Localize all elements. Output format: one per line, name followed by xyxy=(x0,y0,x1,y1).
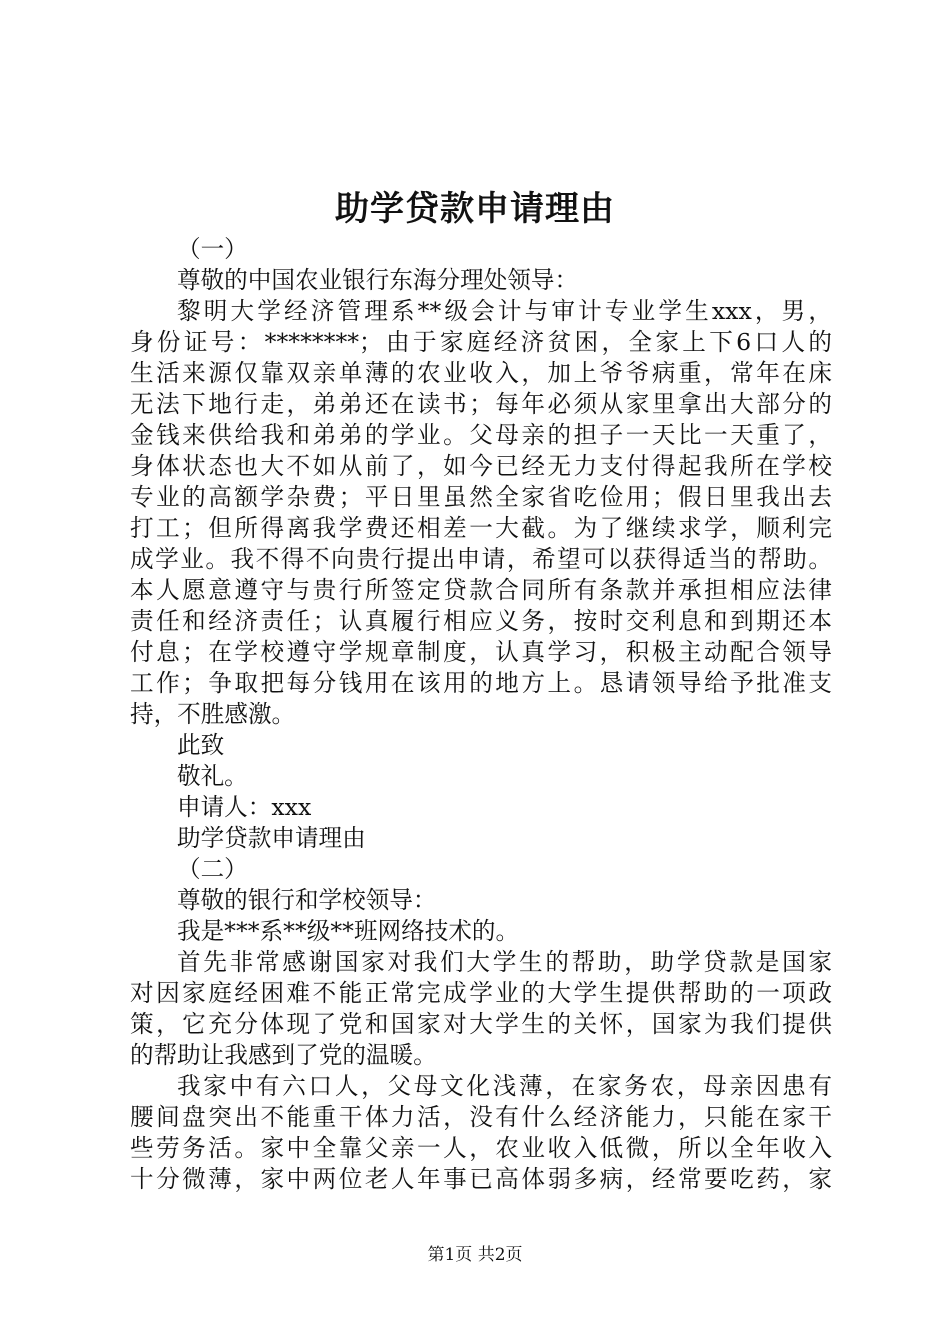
applicant-line: 申请人：xxx xyxy=(177,793,312,821)
paragraph-line: 打工；但所得离我学费还相差一大截。为了继续求学，顺利完 xyxy=(130,514,832,542)
closing-line: 敬礼。 xyxy=(177,762,248,790)
closing-line: 此致 xyxy=(177,731,225,759)
paragraph-line: 我家中有六口人，父母文化浅薄，在家务农，母亲因患有 xyxy=(177,1072,832,1100)
paragraph-line: 身体状态也大不如从前了，如今已经无力支付得起我所在学校 xyxy=(130,452,832,480)
paragraph-line: 成学业。我不得不向贵行提出申请，希望可以获得适当的帮助。 xyxy=(130,545,832,573)
section-marker: （一） xyxy=(177,235,248,263)
paragraph-line: 腰间盘突出不能重干体力活，没有什么经济能力，只能在家干 xyxy=(130,1103,832,1131)
paragraph-line: 生活来源仅靠双亲单薄的农业收入，加上爷爷病重，常年在床 xyxy=(130,359,832,387)
page-number-footer: 第1页 共2页 xyxy=(427,1245,523,1265)
paragraph-line: 专业的高额学杂费；平日里虽然全家省吃俭用；假日里我出去 xyxy=(130,483,832,511)
document-title: 助学贷款申请理由 xyxy=(335,189,615,229)
section-marker: （二） xyxy=(177,855,248,883)
paragraph-line: 十分微薄，家中两位老人年事已高体弱多病，经常要吃药，家 xyxy=(130,1165,832,1193)
paragraph-line: 策，它充分体现了党和国家对大学生的关怀，国家为我们提供 xyxy=(130,1010,832,1038)
paragraph-line: 身份证号：********；由于家庭经济贫困，全家上下6口人的 xyxy=(130,328,832,356)
salutation: 尊敬的中国农业银行东海分理处领导： xyxy=(177,266,579,294)
paragraph-line: 无法下地行走，弟弟还在读书；每年必须从家里拿出大部分的 xyxy=(130,390,832,418)
paragraph-line: 责任和经济责任；认真履行相应义务，按时交利息和到期还本 xyxy=(130,607,832,635)
paragraph-line: 的帮助让我感到了党的温暖。 xyxy=(130,1041,437,1069)
paragraph-line: 对因家庭经困难不能正常完成学业的大学生提供帮助的一项政 xyxy=(130,979,832,1007)
paragraph-line: 金钱来供给我和弟弟的学业。父母亲的担子一天比一天重了， xyxy=(130,421,832,449)
paragraph-line: 工作；争取把每分钱用在该用的地方上。恳请领导给予批准支 xyxy=(130,669,832,697)
paragraph-line: 黎明大学经济管理系**级会计与审计专业学生xxx，男， xyxy=(177,297,832,325)
paragraph-line: 本人愿意遵守与贵行所签定贷款合同所有条款并承担相应法律 xyxy=(130,576,832,604)
paragraph-line: 些劳务活。家中全靠父亲一人，农业收入低微，所以全年收入 xyxy=(130,1134,832,1162)
paragraph-line: 持，不胜感激。 xyxy=(130,700,296,728)
section-heading: 助学贷款申请理由 xyxy=(177,824,366,852)
document-body xyxy=(130,234,832,1195)
salutation: 尊敬的银行和学校领导： xyxy=(177,886,437,914)
paragraph-line: 首先非常感谢国家对我们大学生的帮助，助学贷款是国家 xyxy=(177,948,832,976)
paragraph-line: 付息；在学校遵守学规章制度，认真学习，积极主动配合领导 xyxy=(130,638,832,666)
intro-line: 我是***系**级**班网络技术的。 xyxy=(177,917,520,945)
